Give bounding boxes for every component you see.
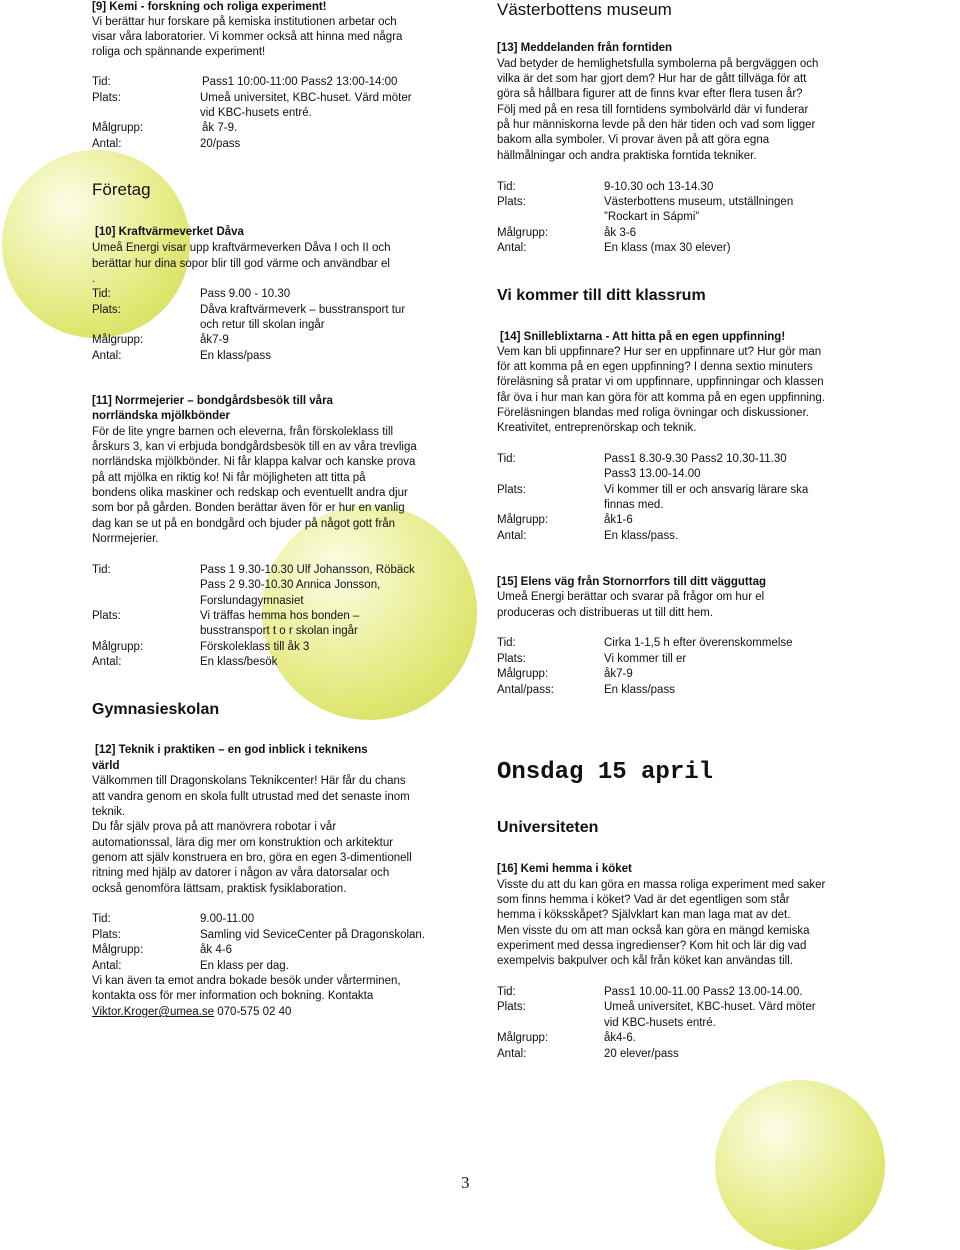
item10-antal-label: Antal: xyxy=(92,350,122,362)
item9-plats: vid KBC-husets entré. xyxy=(200,107,312,119)
section-heading-gymnasieskolan: Gymnasieskolan xyxy=(92,701,220,718)
item11-tid: Forslundagymnasiet xyxy=(200,595,304,607)
item11-plats-label: Plats: xyxy=(92,610,121,622)
item13-plats: ”Rockart in Sápmi” xyxy=(604,211,700,223)
item13-line: göra så hållbara figurer att de finns kvar efter flera tusen år? xyxy=(497,88,803,100)
item14-line: föreläsning så pratar vi om uppfinnare, uppfinningar och klassen xyxy=(497,376,824,388)
item11-antal-label: Antal: xyxy=(92,656,122,668)
item15-title: [15] Elens väg från Stornorrfors till ditt vägguttag xyxy=(497,576,767,588)
item13-title: [13] Meddelanden från forntiden xyxy=(497,42,673,54)
item12-line: ritning med hjälp av datorer i någon av våra datorsalar och xyxy=(92,867,390,879)
section-heading-klassrum: Vi kommer till ditt klassrum xyxy=(497,287,706,304)
item13-malgrupp-label: Målgrupp: xyxy=(497,227,549,239)
item14-tid: Pass1 8.30-9.30 Pass2 10.30-11.30 xyxy=(604,453,787,465)
item16-line: Men visste du om att man också kan göra en mängd kemiska xyxy=(497,925,810,937)
item11-title: [11] Norrmejerier – bondgårdsbesök till våra xyxy=(92,395,333,407)
item10-malgrupp-label: Målgrupp: xyxy=(92,334,144,346)
page-number: 3 xyxy=(461,1173,470,1192)
item16-antal-label: Antal: xyxy=(497,1048,527,1060)
item14-tid-label: Tid: xyxy=(497,453,516,465)
item16-tid-label: Tid: xyxy=(497,986,516,998)
item16-malgrupp: åk4-6. xyxy=(604,1032,636,1044)
item10-line: berättar hur dina sopor blir till god värme och användbar el xyxy=(92,258,390,270)
item13-tid: 9-10.30 och 13-14.30 xyxy=(604,181,714,193)
item12-line: Välkommen till Dragonskolans Teknikcenter! Här får du chans xyxy=(92,775,406,787)
item12-line: teknik. xyxy=(92,806,126,818)
item10-line: Umeå Energi visar upp kraftvärmeverken Dåva I och II och xyxy=(92,242,391,254)
contact-phone: 070-575 02 40 xyxy=(214,1006,292,1018)
section-heading-museum: Västerbottens museum xyxy=(497,0,672,19)
item10-antal: En klass/pass xyxy=(200,350,271,362)
item14-line: Föreläsningen blandas med roliga övningar och diskussioner. xyxy=(497,407,809,419)
item16-plats: vid KBC-husets entré. xyxy=(604,1017,716,1029)
item14-title: [14] Snilleblixtarna - Att hitta på en egen uppfinning! xyxy=(500,331,786,343)
item15-tid: Cirka 1-1,5 h efter överenskommelse xyxy=(604,637,793,649)
item9-line: roliga och spännande experiment! xyxy=(92,46,266,58)
item14-line: för att komma på en egen uppfinning? I denna sextio minuters xyxy=(497,361,813,373)
item12-title: [12] Teknik i praktiken – en god inblick i teknikens xyxy=(95,744,368,756)
item12-malgrupp-label: Målgrupp: xyxy=(92,944,144,956)
item11-line: dag kan se ut på en bondgård och bjuder på något gott från xyxy=(92,518,396,530)
item10-tid-label: Tid: xyxy=(92,288,111,300)
item15-line: produceras och distribueras ut till ditt hem. xyxy=(497,607,714,619)
item10-plats-label: Plats: xyxy=(92,304,121,316)
item10-tid: Pass 9.00 - 10.30 xyxy=(200,288,291,300)
item10-malgrupp: åk7-9 xyxy=(200,334,229,346)
item14-antal: En klass/pass. xyxy=(604,530,679,542)
item12-antal-label: Antal: xyxy=(92,960,122,972)
item11-tid: Pass 1 9.30-10.30 Ulf Johansson, Röbäck xyxy=(200,564,415,576)
item15-plats-label: Plats: xyxy=(497,653,526,665)
decorative-ball-bottom xyxy=(715,1080,885,1250)
item14-line: får öva i hur man kan göra för att komma på en egen uppfinning. xyxy=(497,392,825,404)
item15-plats: Vi kommer till er xyxy=(604,653,687,665)
item9-line: visar våra laboratorier. Vi kommer också att hinna med några xyxy=(92,31,403,43)
item11-title: norrländska mjölkbönder xyxy=(92,410,231,422)
item16-title: [16] Kemi hemma i köket xyxy=(497,863,632,875)
item15-antal-label: Antal/pass: xyxy=(497,684,554,696)
item13-antal: En klass (max 30 elever) xyxy=(604,242,731,254)
item16-plats-label: Plats: xyxy=(497,1001,526,1013)
contact-email-link[interactable]: Viktor.Kroger@umea.se xyxy=(92,1006,215,1018)
item12-extra: kontakta oss för mer information och bokning. Kontakta xyxy=(92,990,374,1002)
item9-antal: 20/pass xyxy=(200,138,241,150)
item12-line: Du får själv prova på att manövrera robotar i vår xyxy=(92,821,337,833)
item12-line: genom att själv konstruera en bro, göra en egen 3-dimentionell xyxy=(92,852,412,864)
item12-line: automationssal, lära dig mer om konstruktion och arkitektur xyxy=(92,837,394,849)
item11-line: som bor på gården. Bonden berättar även för er hur en vanlig xyxy=(92,502,405,514)
item11-line: För de lite yngre barnen och eleverna, från förskoleklass till xyxy=(92,426,394,438)
item16-malgrupp-label: Målgrupp: xyxy=(497,1032,549,1044)
item9-malgrupp-label: Målgrupp: xyxy=(92,122,144,134)
item16-line: experiment med dessa ingredienser? Kom hit och lär dig vad xyxy=(497,940,807,952)
item11-tid-label: Tid: xyxy=(92,564,111,576)
item15-malgrupp: åk7-9 xyxy=(604,668,633,680)
item13-line: Följ med på en resa till forntidens symbolvärld där vi funderar xyxy=(497,104,809,116)
item16-plats: Umeå universitet, KBC-huset. Värd möter xyxy=(604,1001,816,1013)
item14-line: Vem kan bli uppfinnare? Hur ser en uppfinnare ut? Hur gör man xyxy=(497,346,822,358)
item14-plats: Vi kommer till er och ansvarig lärare ska xyxy=(604,484,809,496)
item9-line: Vi berättar hur forskare på kemiska institutionen arbetar och xyxy=(92,16,397,28)
item12-contact xyxy=(92,1005,291,1020)
item9-antal-label: Antal: xyxy=(92,138,122,150)
item15-malgrupp-label: Målgrupp: xyxy=(497,668,549,680)
item11-line: bondens olika maskiner och redskap och eventuellt andra djur xyxy=(92,487,408,499)
item9-plats-label: Plats: xyxy=(92,92,121,104)
item13-tid-label: Tid: xyxy=(497,181,516,193)
item13-line: Vad betyder de hemlighetsfulla symbolerna på bergväggen och xyxy=(497,58,819,70)
item11-line: Norrmejerier. xyxy=(92,533,159,545)
item14-plats-label: Plats: xyxy=(497,484,526,496)
item13-line: hällmålningar och andra praktiska forntida tekniker. xyxy=(497,150,757,162)
item15-tid-label: Tid: xyxy=(497,637,516,649)
item12-extra: Vi kan även ta emot andra bokade besök under vårterminen, xyxy=(92,975,401,987)
item14-tid: Pass3 13.00-14.00 xyxy=(604,468,701,480)
item9-plats: Umeå universitet, KBC-huset. Värd möter xyxy=(200,92,412,104)
item16-line: Visste du att du kan göra en massa roliga experiment med saker xyxy=(497,879,826,891)
item14-antal-label: Antal: xyxy=(497,530,527,542)
item9-title: [9] Kemi - forskning och roliga experiment! xyxy=(92,1,327,13)
item13-antal-label: Antal: xyxy=(497,242,527,254)
item12-antal: En klass per dag. xyxy=(200,960,289,972)
item11-malgrupp: Förskoleklass till åk 3 xyxy=(200,641,310,653)
item10-plats: Dåva kraftvärmeverk – busstransport tur xyxy=(200,304,406,316)
item12-title: värld xyxy=(92,760,120,772)
item11-malgrupp-label: Målgrupp: xyxy=(92,641,144,653)
item10-line: . xyxy=(92,273,96,285)
item16-line: hemma i köksskåpet? Självklart kan man laga mat av det. xyxy=(497,909,791,921)
item11-plats: Vi träffas hemma hos bonden – xyxy=(200,610,360,622)
item13-malgrupp: åk 3-6 xyxy=(604,227,636,239)
item14-plats: finnas med. xyxy=(604,499,664,511)
section-heading-universiteten: Universiteten xyxy=(497,819,599,836)
item11-line: årskurs 3, kan vi erbjuda bondgårdsbesök till en av våra trevliga xyxy=(92,441,417,453)
item12-plats: Samling vid SeviceCenter på Dragonskolan. xyxy=(200,929,426,941)
item14-malgrupp: åk1-6 xyxy=(604,514,633,526)
item10-title: [10] Kraftvärmeverket Dåva xyxy=(95,226,244,238)
item16-tid: Pass1 10.00-11.00 Pass2 13.00-14.00. xyxy=(604,986,803,998)
item13-plats-label: Plats: xyxy=(497,196,526,208)
item11-tid: Pass 2 9.30-10.30 Annica Jonsson, xyxy=(200,579,381,591)
item13-line: vilka är det som har gjort dem? Hur har de gått tillväga för att xyxy=(497,73,807,85)
item16-line: som finns hemma i köket? Vad är det egentligen som står xyxy=(497,894,790,906)
item16-antal: 20 elever/pass xyxy=(604,1048,679,1060)
item13-plats: Västerbottens museum, utställningen xyxy=(604,196,794,208)
item12-tid-label: Tid: xyxy=(92,913,111,925)
item11-antal: En klass/besök xyxy=(200,656,278,668)
item12-malgrupp: åk 4-6 xyxy=(200,944,232,956)
item14-line: Kreativitet, entreprenörskap och teknik. xyxy=(497,422,697,434)
item11-line: norrländska mjölkbönder. Ni får klappa kalvar och kanske prova xyxy=(92,456,416,468)
item9-tid: Pass1 10:00-11:00 Pass2 13:00-14:00 xyxy=(202,76,398,88)
date-heading: Onsdag 15 april xyxy=(497,759,714,786)
item12-plats-label: Plats: xyxy=(92,929,121,941)
item13-line: på hur människorna levde på den här tiden och vad som ligger xyxy=(497,119,816,131)
item9-malgrupp: åk 7-9. xyxy=(202,122,238,134)
item12-line: att vandra genom en skola fullt utrustad med det senaste inom xyxy=(92,791,410,803)
item11-line: på att mjölka en riktig ko! Ni får möjligheten att titta på xyxy=(92,472,366,484)
item12-line: också genomföra lättsam, praktisk fysiklaboration. xyxy=(92,883,347,895)
item11-plats: busstransport t o r skolan ingår xyxy=(200,625,358,637)
item16-line: exempelvis bakpulver och kål från köket kan användas till. xyxy=(497,955,793,967)
item14-malgrupp-label: Målgrupp: xyxy=(497,514,549,526)
item13-line: bakom alla symboler. Vi provar även på att göra egna xyxy=(497,134,770,146)
section-heading-foretag: Företag xyxy=(92,180,151,199)
item10-plats: och retur till skolan ingår xyxy=(200,319,325,331)
item9-tid-label: Tid: xyxy=(92,76,111,88)
item15-antal: En klass/pass xyxy=(604,684,675,696)
item12-tid: 9.00-11.00 xyxy=(200,913,255,925)
item15-line: Umeå Energi berättar och svarar på frågor om hur el xyxy=(497,591,765,603)
